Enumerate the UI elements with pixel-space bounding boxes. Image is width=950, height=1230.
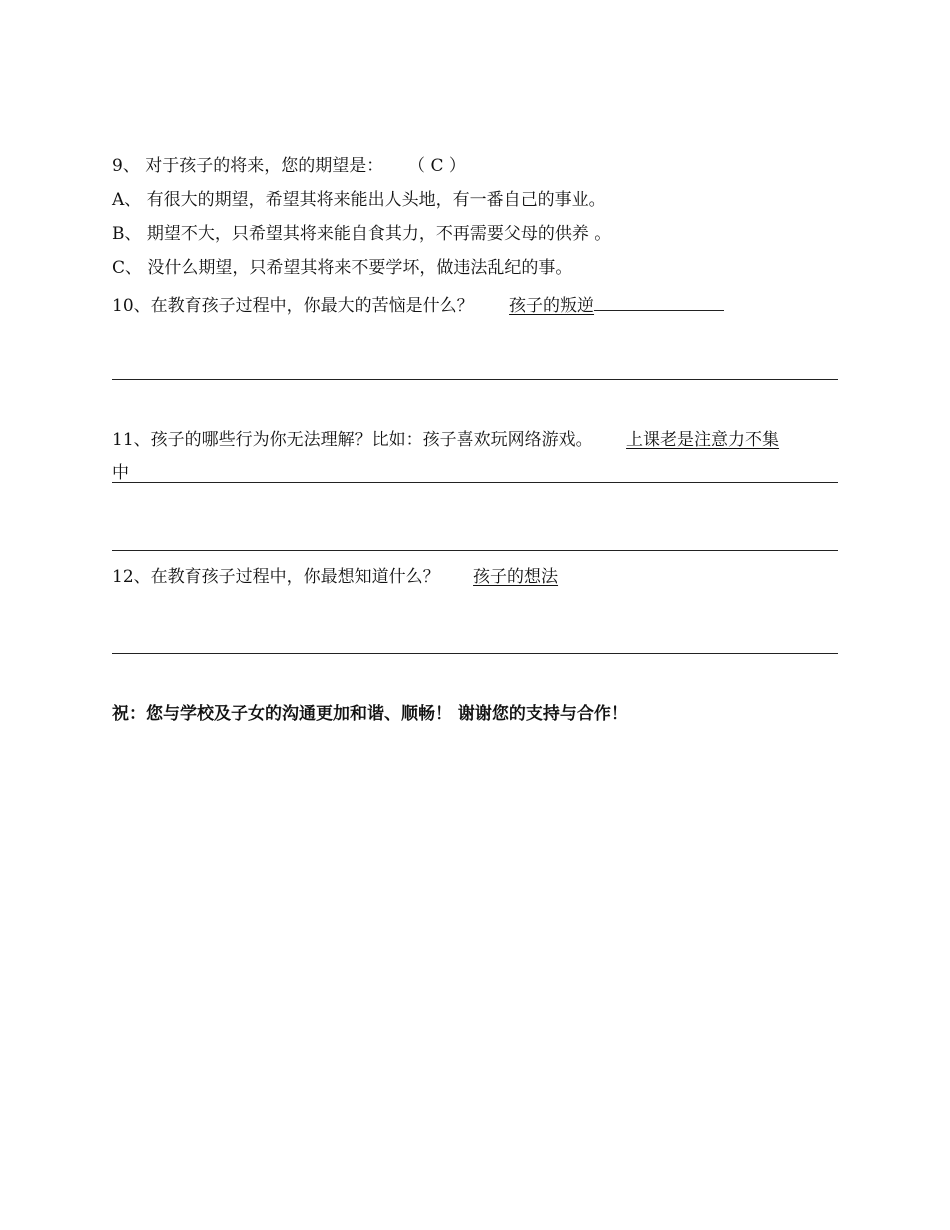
question-9-option-c: C、 没什么期望，只希望其将来不要学坏，做违法乱纪的事。 <box>112 258 573 278</box>
question-10-answer: 孩子的叛逆 <box>509 296 595 316</box>
question-11-answer-line1: 上课老是注意力不集 <box>626 430 780 450</box>
question-10-blank-line <box>594 292 724 311</box>
question-9-option-b: B、 期望不大，只希望其将来能自食其力，不再需要父母的供养 。 <box>112 224 612 244</box>
closing-message: 祝：您与学校及子女的沟通更加和谐、顺畅！ 谢谢您的支持与合作！ <box>112 704 628 724</box>
question-10-answer-block <box>489 296 594 316</box>
question-11-text: 11、孩子的哪些行为你无法理解？比如：孩子喜欢玩网络游戏。 <box>112 430 593 450</box>
question-9-text: 9、 对于孩子的将来，您的期望是： <box>112 156 384 176</box>
answer-rule-11a <box>112 482 838 483</box>
answer-rule-10 <box>112 379 838 380</box>
question-9 <box>112 155 466 177</box>
question-12-answer: 孩子的想法 <box>473 567 559 587</box>
question-11-answer-line2: 中 <box>112 463 129 483</box>
question-11 <box>112 429 779 451</box>
question-9-answer: （ C ） <box>408 156 466 176</box>
question-12-text: 12、在教育孩子过程中，你最想知道什么？ <box>112 567 440 587</box>
answer-rule-12 <box>112 653 838 654</box>
question-12 <box>112 566 558 588</box>
question-10 <box>112 292 724 317</box>
question-9-option-a: A、 有很大的期望，希望其将来能出人头地，有一番自己的事业。 <box>112 190 606 210</box>
answer-rule-11b <box>112 550 838 551</box>
question-11-answer-block <box>606 430 779 450</box>
question-10-text: 10、在教育孩子过程中，你最大的苦恼是什么？ <box>112 296 474 316</box>
question-11-continuation <box>112 462 129 484</box>
question-12-answer-block <box>453 567 558 587</box>
